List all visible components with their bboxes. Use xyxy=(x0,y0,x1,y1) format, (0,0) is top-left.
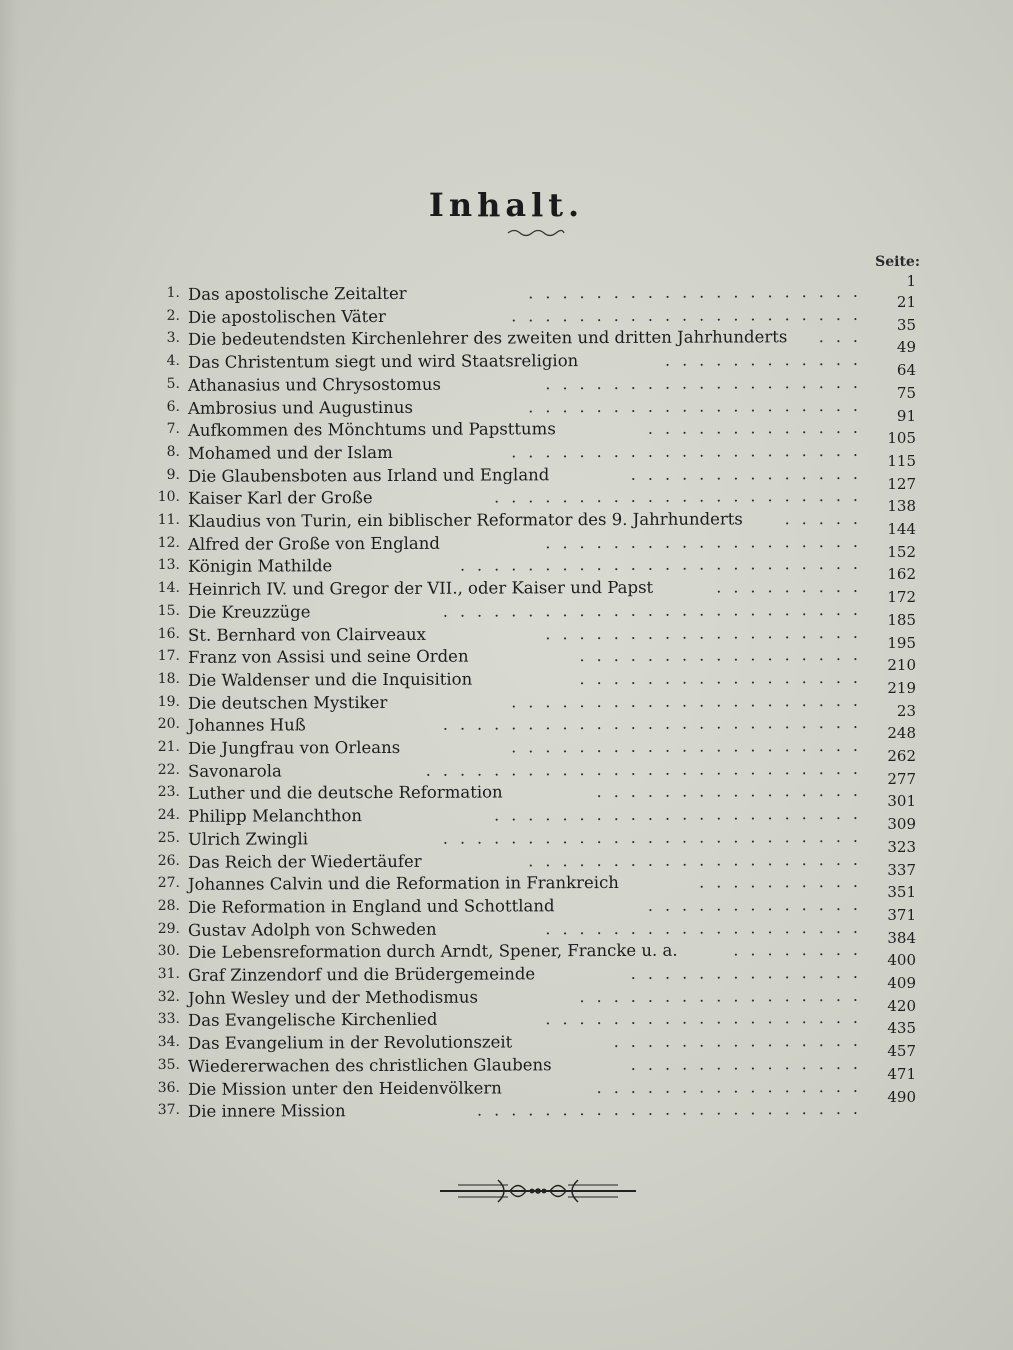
toc-entry-title: Die apostolischen Väter xyxy=(187,306,386,327)
seite-label: Seite: xyxy=(875,254,920,270)
toc-entry-number: 23. xyxy=(157,784,181,801)
toc-leader-dots: ................... xyxy=(545,917,871,938)
toc-entry xyxy=(150,940,870,965)
toc-entry-title: Franz von Assisi und seine Orden xyxy=(187,646,469,668)
toc-leader-dots: ......................... xyxy=(442,826,871,848)
toc-entry xyxy=(150,849,870,874)
toc-page-number: 162 xyxy=(887,565,916,584)
toc-entry-number: 31. xyxy=(157,965,181,982)
toc-entry-number: 3. xyxy=(166,330,181,347)
toc-page-number: 309 xyxy=(887,815,916,834)
toc-entry-title: Die Jungfrau von Orleans xyxy=(187,737,401,758)
toc-page-number: 21 xyxy=(896,293,916,311)
toc-entry-number: 17. xyxy=(157,648,181,665)
toc-page-number: 185 xyxy=(887,610,916,629)
toc-entry xyxy=(150,486,870,511)
toc-leader-dots: ............... xyxy=(613,1030,871,1052)
toc-leader-dots: ........ xyxy=(733,940,871,960)
toc-entry-number: 21. xyxy=(157,738,181,755)
toc-entry xyxy=(150,1054,870,1079)
toc-page-number: 457 xyxy=(887,1042,916,1061)
toc-page-number: 144 xyxy=(887,520,916,538)
toc-entry xyxy=(150,395,870,420)
toc-leader-dots: ................. xyxy=(579,645,871,666)
toc-entry-title: Die bedeutendsten Kirchenlehrer des zweiten und dritten Jahrhunderts xyxy=(187,327,788,350)
toc-page-number: 219 xyxy=(887,678,916,697)
toc-entry xyxy=(150,532,870,557)
toc-page-number: 75 xyxy=(896,383,916,402)
toc-page-number: 471 xyxy=(887,1064,916,1083)
toc-entry-title: Ulrich Zwingli xyxy=(187,829,309,849)
toc-page-number: 371 xyxy=(887,905,916,924)
toc-entry xyxy=(150,554,870,579)
toc-entry-number: 35. xyxy=(157,1056,181,1073)
toc-entry-title: Die Waldenser und die Inquisition xyxy=(187,669,473,690)
toc-entry xyxy=(150,781,870,806)
toc-leader-dots: .................... xyxy=(528,395,871,416)
toc-entry-number: 16. xyxy=(157,625,181,642)
toc-page-number: 262 xyxy=(887,747,916,765)
toc-page-number: 420 xyxy=(887,996,916,1015)
toc-entry-number: 27. xyxy=(157,875,181,892)
toc-entry-title: Aufkommen des Mönchtums und Papsttums xyxy=(187,419,556,441)
toc-leader-dots: ..... xyxy=(784,508,871,529)
toc-entry-number: 11. xyxy=(157,511,181,528)
end-ornament xyxy=(438,1174,638,1208)
toc-entry-number: 36. xyxy=(157,1079,181,1096)
toc-page-number: 277 xyxy=(887,769,916,788)
toc-entry-number: 34. xyxy=(157,1033,181,1051)
toc-entry xyxy=(150,713,870,738)
toc-entry-title: Das Evangelium in der Revolutionszeit xyxy=(187,1032,513,1053)
toc-entry-title: St. Bernhard von Clairveaux xyxy=(187,624,426,645)
toc-leader-dots: ...................... xyxy=(494,486,871,507)
toc-entry xyxy=(150,282,870,307)
toc-entry-title: Wiedererwachen des christlichen Glaubens xyxy=(187,1055,552,1076)
toc-leader-dots: ................. xyxy=(579,985,871,1006)
toc-leader-dots: ............. xyxy=(647,894,871,915)
toc-page-number: 400 xyxy=(887,951,916,970)
toc-entry xyxy=(150,804,870,829)
toc-entry-number: 2. xyxy=(166,307,181,324)
toc-entry xyxy=(150,622,870,647)
toc-entry-title: Heinrich IV. und Gregor der VII., oder Kaiser und Papst xyxy=(187,577,654,599)
toc-entry xyxy=(150,577,870,602)
toc-entry-title: Die Kreuzzüge xyxy=(187,602,311,622)
toc-page-number: 351 xyxy=(887,883,916,902)
toc-page-number: 210 xyxy=(887,656,916,675)
toc-page-number: 91 xyxy=(896,406,916,425)
toc-entry-title: Klaudius von Turin, ein biblischer Reformator des 9. Jahrhunderts xyxy=(187,509,743,531)
toc-entry-number: 13. xyxy=(157,557,181,574)
toc-entry xyxy=(150,1031,870,1056)
toc-entry-number: 10. xyxy=(157,489,181,506)
toc-entry-number: 22. xyxy=(157,761,181,778)
toc-page-number: 172 xyxy=(887,588,916,607)
toc-entry-title: Die Reformation in England und Schottland xyxy=(187,896,555,917)
toc-entry-number: 18. xyxy=(157,670,181,687)
toc-entry-number: 24. xyxy=(157,806,181,824)
toc-entry xyxy=(150,668,870,693)
toc-leader-dots: ................... xyxy=(545,1008,871,1029)
toc-leader-dots: ... xyxy=(818,327,871,347)
toc-leader-dots: ..................... xyxy=(511,690,871,712)
toc-entry-title: Philipp Melanchthon xyxy=(187,806,363,826)
toc-entry xyxy=(150,736,870,761)
toc-entry xyxy=(150,373,870,398)
toc-entry-title: Athanasius und Chrysostomus xyxy=(187,374,442,395)
toc-page-number: 23 xyxy=(896,701,916,720)
toc-entry xyxy=(150,1076,870,1101)
toc-entry xyxy=(150,963,870,988)
toc-page-number: 35 xyxy=(896,315,916,334)
toc-leader-dots: ................. xyxy=(579,667,871,689)
toc-page-number: 105 xyxy=(887,429,916,448)
toc-entry-number: 29. xyxy=(157,920,181,937)
toc-leader-dots: ..................... xyxy=(511,440,871,462)
toc-entry-number: 26. xyxy=(157,852,181,869)
toc-entry-title: Die Lebensreformation durch Arndt, Spener, Francke u. a. xyxy=(187,940,678,963)
toc-page-number: 138 xyxy=(887,497,916,516)
toc-page-number: 64 xyxy=(896,361,916,380)
toc-entry-title: Mohamed und der Islam xyxy=(187,442,393,463)
toc-entry-title: Ambrosius und Augustinus xyxy=(187,397,413,418)
toc-entry-title: Königin Mathilde xyxy=(187,556,333,577)
toc-entry-title: Graf Zinzendorf und die Brüdergemeinde xyxy=(187,964,536,985)
toc-leader-dots: ................... xyxy=(545,622,871,643)
toc-entry-title: Die deutschen Mystiker xyxy=(187,692,388,713)
toc-page-number: 490 xyxy=(887,1087,916,1106)
toc-entry-number: 20. xyxy=(157,716,181,733)
toc-entry-title: Kaiser Karl der Große xyxy=(187,488,373,509)
toc-page-number: 384 xyxy=(887,928,916,947)
toc-entry xyxy=(150,327,870,352)
toc-leader-dots: ......................... xyxy=(442,713,871,735)
toc-entry-number: 12. xyxy=(157,534,181,551)
toc-page-number: 323 xyxy=(887,837,916,856)
toc-entry xyxy=(150,986,870,1011)
toc-leader-dots: .................... xyxy=(528,281,871,303)
toc-entry-number: 6. xyxy=(166,398,181,415)
toc-leader-dots: ......................... xyxy=(442,599,871,621)
toc-entry-number: 1. xyxy=(166,284,181,301)
toc-leader-dots: ..................... xyxy=(511,735,871,757)
toc-entry-title: Die innere Mission xyxy=(187,1101,346,1122)
toc-entry-title: Das Christentum siegt und wird Staatsreligion xyxy=(187,351,579,372)
toc-entry-title: John Wesley und der Methodismus xyxy=(187,987,478,1008)
toc-leader-dots: ......... xyxy=(716,576,871,597)
toc-leader-dots: ................... xyxy=(545,531,871,552)
toc-entry-title: Die Glaubensboten aus Irland und England xyxy=(187,464,550,486)
toc-entry xyxy=(150,827,870,852)
toc-entry xyxy=(150,305,870,330)
toc-entry-number: 15. xyxy=(157,602,181,619)
toc-page-number: 248 xyxy=(887,724,916,743)
toc-leader-dots: .................... xyxy=(528,849,871,870)
toc-leader-dots: ............. xyxy=(647,418,871,439)
toc-page-number: 49 xyxy=(896,338,916,357)
toc-leader-dots: ...................... xyxy=(494,803,871,825)
toc-leader-dots: .............. xyxy=(630,962,871,983)
toc-entry xyxy=(150,350,870,375)
toc-leader-dots: .......... xyxy=(699,872,871,892)
toc-entry-number: 14. xyxy=(157,579,181,597)
toc-entry-number: 32. xyxy=(157,988,181,1005)
toc-entry xyxy=(150,509,870,534)
toc-entry xyxy=(150,418,870,443)
toc-leader-dots: ............ xyxy=(664,349,871,370)
toc-entry-title: Savonarola xyxy=(187,761,282,781)
toc-entry-number: 8. xyxy=(166,443,181,460)
toc-page-number: 127 xyxy=(887,474,916,493)
toc-entry-number: 4. xyxy=(166,352,181,370)
toc-entry xyxy=(150,759,870,784)
toc-page-number: 301 xyxy=(887,792,916,811)
toc-leader-dots: ................ xyxy=(596,1076,871,1097)
toc-entry-number: 30. xyxy=(157,943,181,960)
toc-leader-dots: .............. xyxy=(630,463,871,484)
toc-entry xyxy=(150,463,870,488)
toc-entry-number: 28. xyxy=(157,897,181,914)
toc-leader-dots: .......................... xyxy=(425,758,871,780)
toc-entry xyxy=(150,441,870,466)
toc-entry xyxy=(150,917,870,942)
toc-entry xyxy=(150,600,870,625)
toc-entry-number: 25. xyxy=(157,829,181,846)
toc-leader-dots: ................ xyxy=(596,781,871,802)
toc-entry xyxy=(150,690,870,715)
toc-page-number: 435 xyxy=(887,1019,916,1038)
toc-entry-title: Luther und die deutsche Reformation xyxy=(187,782,503,804)
toc-entry-title: Johannes Huß xyxy=(187,715,306,736)
toc-page-number: 409 xyxy=(887,974,916,992)
toc-entry-number: 19. xyxy=(157,693,181,710)
toc-leader-dots: ........................ xyxy=(459,554,871,576)
toc-entry-title: Das Evangelische Kirchenlied xyxy=(187,1010,438,1031)
toc-entry xyxy=(150,1099,870,1124)
toc-page-number: 152 xyxy=(887,542,916,561)
toc-entry xyxy=(150,872,870,897)
page-heading: Inhalt. xyxy=(428,186,585,224)
toc-entry-number: 37. xyxy=(157,1102,181,1119)
toc-entry-number: 5. xyxy=(166,375,181,392)
toc-page-number: 115 xyxy=(887,451,916,470)
toc-leader-dots: ................... xyxy=(545,372,871,394)
toc-entry-title: Johannes Calvin und die Reformation in Frankreich xyxy=(187,873,619,895)
toc-entry-title: Gustav Adolph von Schweden xyxy=(187,919,437,940)
toc-leader-dots: ....................... xyxy=(476,1099,871,1120)
toc-leader-dots: ..................... xyxy=(511,304,871,326)
toc-page-number: 337 xyxy=(887,860,916,879)
toc-first-page-number: 1 xyxy=(906,272,916,290)
toc-entry-title: Alfred der Große von England xyxy=(187,533,440,554)
toc-page-number: 195 xyxy=(887,633,916,652)
toc-entry-number: 7. xyxy=(166,421,181,438)
toc-entry xyxy=(150,895,870,920)
toc-entry-title: Das apostolische Zeitalter xyxy=(187,283,407,304)
toc-leader-dots: .............. xyxy=(630,1053,871,1074)
toc-entry-number: 9. xyxy=(166,466,181,483)
toc-entry-title: Die Mission unter den Heidenvölkern xyxy=(187,1077,502,1099)
toc-entry-number: 33. xyxy=(157,1011,181,1028)
toc-entry xyxy=(150,645,870,670)
toc-entry-title: Das Reich der Wiedertäufer xyxy=(187,851,422,872)
toc-entry xyxy=(150,1008,870,1033)
